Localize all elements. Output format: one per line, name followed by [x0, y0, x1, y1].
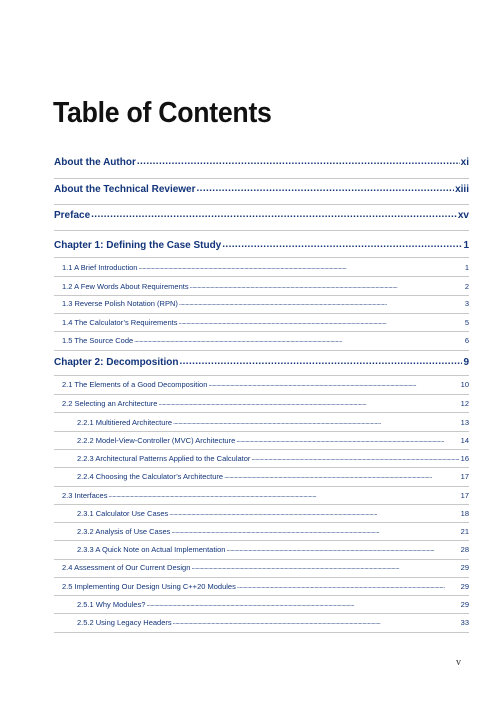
divider: [54, 595, 469, 596]
divider: [54, 230, 469, 231]
divider: [54, 331, 469, 332]
divider: [54, 467, 469, 468]
toc-entry-2-1[interactable]: [62, 380, 469, 389]
toc-entry-page: xi: [460, 157, 469, 168]
dot-leader: [169, 509, 459, 517]
toc-entry-label: 2.3.2 Analysis of Use Cases: [77, 527, 171, 536]
divider: [54, 178, 469, 179]
page-title: Table of Contents: [53, 97, 272, 129]
toc-entry-chapter-1[interactable]: [54, 240, 469, 251]
toc-entry-label: 1.1 A Brief Introduction: [62, 263, 138, 272]
toc-entry-page: 29: [460, 600, 469, 609]
divider: [54, 204, 469, 205]
divider: [54, 449, 469, 450]
dot-leader: [171, 527, 459, 535]
toc-entry-label: 2.2.4 Choosing the Calculator’s Architecture: [77, 472, 224, 481]
toc-entry-page: 29: [460, 563, 469, 572]
toc-entry-page: 18: [460, 509, 469, 518]
toc-entry-label: 2.2.2 Model-View-Controller (MVC) Architecture: [77, 436, 236, 445]
dot-leader: [173, 618, 460, 626]
toc-entry-label: 2.5 Implementing Our Design Using C++20 Modules: [62, 582, 236, 591]
dot-leader: [146, 600, 459, 608]
toc-entry-label: 2.2.3 Architectural Patterns Applied to the Calculator: [77, 454, 251, 463]
dot-leader: [108, 491, 459, 499]
divider: [54, 431, 469, 432]
dot-leader: [197, 184, 455, 194]
toc-entry-label: 2.2 Selecting an Architecture: [62, 399, 158, 408]
toc-entry-1-3[interactable]: [62, 299, 469, 308]
divider: [54, 504, 469, 505]
dot-leader: [208, 380, 459, 388]
dot-leader: [191, 563, 459, 571]
dot-leader: [190, 282, 464, 290]
toc-entry-page: 1: [464, 263, 469, 272]
toc-entry-label: Chapter 1: Defining the Case Study: [54, 240, 222, 251]
toc-entry-1-1[interactable]: [62, 263, 469, 272]
toc-entry-2-2-1[interactable]: [77, 418, 469, 427]
toc-entry-page: 1: [463, 240, 469, 251]
dot-leader: [226, 545, 459, 553]
page-number: v: [456, 657, 461, 668]
toc-entry-page: 21: [460, 527, 469, 536]
divider: [54, 577, 469, 578]
toc-entry-2-5-1[interactable]: [77, 600, 469, 609]
dot-leader: [179, 299, 464, 307]
dot-leader: [236, 436, 459, 444]
divider: [54, 350, 469, 351]
divider: [54, 412, 469, 413]
toc-entry-about-author[interactable]: [54, 157, 469, 168]
toc-entry-2-2-2[interactable]: [77, 436, 469, 445]
toc-entry-page: xiii: [455, 184, 469, 195]
toc-entry-2-4[interactable]: [62, 563, 469, 572]
toc-entry-2-3-1[interactable]: [77, 509, 469, 518]
toc-entry-label: 2.3.1 Calculator Use Cases: [77, 509, 169, 518]
toc-entry-page: xv: [457, 210, 469, 221]
dot-leader: [173, 418, 460, 426]
toc-entry-page: 16: [460, 454, 469, 463]
toc-entry-page: 14: [460, 436, 469, 445]
toc-entry-page: 13: [460, 418, 469, 427]
divider: [54, 632, 469, 633]
toc-entry-chapter-2[interactable]: [54, 357, 469, 368]
divider: [54, 276, 469, 277]
toc-entry-label: 2.2.1 Multitiered Architecture: [77, 418, 173, 427]
divider: [54, 522, 469, 523]
toc-entry-about-reviewer[interactable]: [54, 184, 469, 195]
toc-entry-2-5-2[interactable]: [77, 618, 469, 627]
divider: [54, 313, 469, 314]
dot-leader: [178, 318, 463, 326]
dot-leader: [179, 357, 462, 367]
toc-entry-2-2[interactable]: [62, 399, 469, 408]
toc-entry-1-5[interactable]: [62, 336, 469, 345]
toc-entry-label: 1.4 The Calculator’s Requirements: [62, 318, 178, 327]
divider: [54, 613, 469, 614]
toc-entry-1-2[interactable]: [62, 282, 469, 291]
dot-leader: [237, 582, 460, 590]
toc-entry-page: 28: [460, 545, 469, 554]
divider: [54, 394, 469, 395]
toc-entry-2-5[interactable]: [62, 582, 469, 591]
divider: [54, 375, 469, 376]
toc-entry-2-3[interactable]: [62, 491, 469, 500]
divider: [54, 540, 469, 541]
dot-leader: [222, 240, 462, 250]
toc-entry-label: 2.5.1 Why Modules?: [77, 600, 146, 609]
toc-entry-page: 17: [460, 491, 469, 500]
toc-entry-page: 33: [460, 618, 469, 627]
dot-leader: [158, 399, 459, 407]
toc-entry-label: 2.3 Interfaces: [62, 491, 108, 500]
toc-entry-page: 10: [460, 380, 469, 389]
toc-entry-page: 12: [460, 399, 469, 408]
toc-entry-page: 5: [464, 318, 469, 327]
toc-entry-label: About the Technical Reviewer: [54, 184, 196, 195]
divider: [54, 295, 469, 296]
toc-entry-page: 17: [460, 472, 469, 481]
toc-entry-2-3-2[interactable]: [77, 527, 469, 536]
toc-entry-2-2-3[interactable]: [77, 454, 469, 463]
dot-leader: [91, 210, 457, 220]
toc-entry-2-3-3[interactable]: [77, 545, 469, 554]
toc-entry-2-2-4[interactable]: [77, 472, 469, 481]
toc-entry-label: 2.1 The Elements of a Good Decomposition: [62, 380, 208, 389]
toc-entry-label: 2.5.2 Using Legacy Headers: [77, 618, 172, 627]
dot-leader: [224, 472, 460, 480]
divider: [54, 486, 469, 487]
toc-entry-page: 3: [464, 299, 469, 308]
toc-entry-page: 29: [460, 582, 469, 591]
divider: [54, 257, 469, 258]
toc-entry-label: About the Author: [54, 157, 136, 168]
toc-entry-1-4[interactable]: [62, 318, 469, 327]
dot-leader: [251, 454, 459, 462]
toc-entry-page: 2: [464, 282, 469, 291]
toc-entry-label: 2.4 Assessment of Our Current Design: [62, 563, 191, 572]
dot-leader: [134, 336, 464, 344]
toc-entry-label: 1.5 The Source Code: [62, 336, 134, 345]
toc-entry-page: 6: [464, 336, 469, 345]
toc-entry-page: 9: [463, 357, 469, 368]
toc-entry-preface[interactable]: [54, 210, 469, 221]
toc-entry-label: 1.3 Reverse Polish Notation (RPN): [62, 299, 178, 308]
dot-leader: [137, 157, 460, 167]
dot-leader: [138, 263, 463, 271]
toc-entry-label: Chapter 2: Decomposition: [54, 357, 179, 368]
toc-entry-label: 2.3.3 A Quick Note on Actual Implementation: [77, 545, 226, 554]
toc-entry-label: 1.2 A Few Words About Requirements: [62, 282, 189, 291]
divider: [54, 559, 469, 560]
toc-entry-label: Preface: [54, 210, 91, 221]
